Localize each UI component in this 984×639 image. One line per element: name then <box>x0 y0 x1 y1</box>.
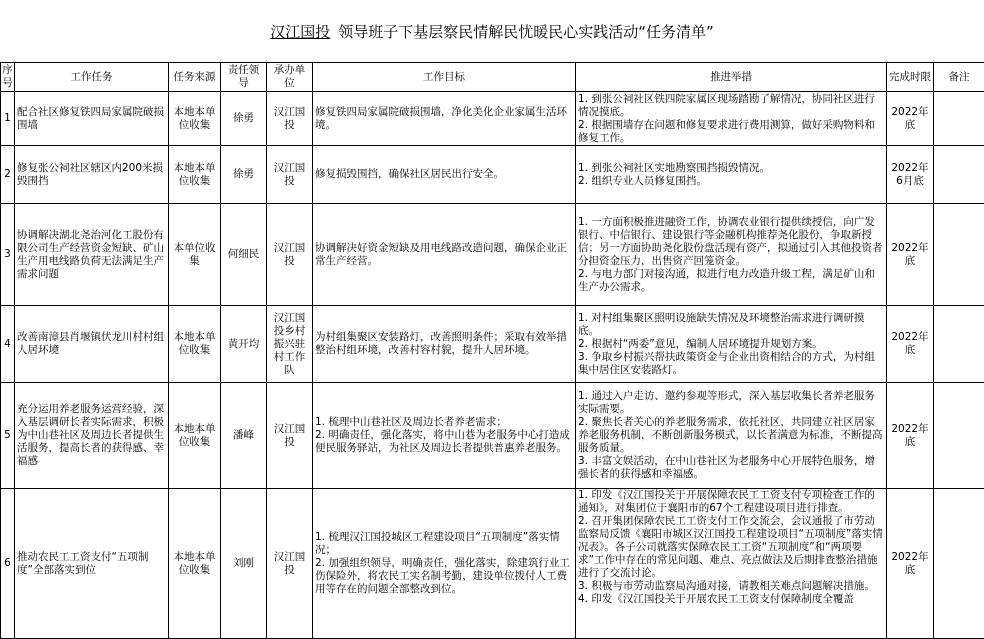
row-no: 5 <box>1 383 15 489</box>
row-no: 6 <box>1 489 15 639</box>
header-goal: 工作目标 <box>313 63 576 92</box>
table-row <box>1 489 984 639</box>
row-measures: 1. 到张公祠社区铁四院家属区现场踏勘了解情况，协同社区进行情况摸底。 2. 根据围墙存在问题和修复要求进行费用测算，做好采购物料和修复工作。 <box>576 92 887 146</box>
row-no: 1 <box>1 92 15 146</box>
row-note <box>934 146 984 204</box>
row-unit: 汉江国投 <box>267 146 313 204</box>
row-note <box>934 92 984 146</box>
row-measures: 1. 印发《汉江国投关于开展保障农民工工资支付专项检查工作的通知》，对集团位于襄阳市的67个工程建设项目进行排查。 2. 召开集团保障农民工工资支付工作交流会，会议通报了市劳动监察局反馈《襄阳市城区汉江国投工程建设项目“五项制度”落实情况表》。各子公司就落实保障农民工工资“五项制度”和“两项要求”工作中存在的常见问题、难点、亮点做法及后期排查整治措施进行了交流讨论。 3. 积极与市劳动监察局沟通对接，请教相关难点问题解决措施。 4. 印发《汉江国投关于开展农民工工资支付保障制度全覆盖 <box>576 489 887 639</box>
header-measures: 推进举措 <box>576 63 887 92</box>
row-leader: 潘峰 <box>221 383 267 489</box>
row-goal: 修复损毁围挡，确保社区居民出行安全。 <box>313 146 576 204</box>
row-deadline: 2022年底 <box>887 92 934 146</box>
page-title <box>0 22 984 42</box>
row-goal: 修复铁四局家属院破损围墙，净化美化企业家属生活环境。 <box>313 92 576 146</box>
row-deadline: 2022年6月底 <box>887 146 934 204</box>
row-measures: 1. 对村组集聚区照明设施缺失情况及环境整治需求进行调研摸底。 2. 根据村“两委”意见，编制人居环境提升规划方案。 3. 争取乡村振兴帮扶政策资金与企业出资相结合的方式，为村组集中居住区安装路灯。 <box>576 306 887 383</box>
row-unit: 汉江国投 <box>267 383 313 489</box>
row-measures: 1. 通过入户走访、邀约参观等形式，深入基层收集长者养老服务实际需要。 2. 聚焦长者关心的养老服务需求，依托社区，共同建立社区居家养老服务机制，不断创新服务模式，以长者满意为标准，不断提高服务质量。 3. 丰富文娱活动，在中山巷社区为老服务中心开展特色服务，增强长者的获得感和幸福感。 <box>576 383 887 489</box>
row-leader: 徐勇 <box>221 146 267 204</box>
row-source: 本地本单位收集 <box>169 146 221 204</box>
row-task: 配合社区修复铁四局家属院破损围墙 <box>15 92 169 146</box>
row-task: 充分运用养老服务运营经验，深入基层调研长者实际需求，积极为中山巷社区及周边长者提供生活服务，提高长者的获得感、幸福感 <box>15 383 169 489</box>
header-unit: 承办单位 <box>267 63 313 92</box>
row-measures: 1. 到张公祠社区实地勘察围挡损毁情况。 2. 组织专业人员修复围挡。 <box>576 146 887 204</box>
row-goal: 1. 梳理汉江国投城区工程建设项目“五项制度”落实情况； 2. 加强组织领导，明确责任，强化落实，除建筑行业工伤保险外，将农民工实名制考勤、建设单位拨付人工费用等存在的问题全部整改到位。 <box>313 489 576 639</box>
row-measures: 1. 一方面积极推进融资工作，协调农业银行提供续授信，向广发银行、中信银行、建设银行等金融机构推荐尧化股份，争取新授信；另一方面协助尧化股份盘活现有资产，拟通过引入其他投资者分担资金压力，出售资产回笼资金。 2. 与电力部门对接沟通，拟进行电力改造升级工程，满足矿山和生产办公需求。 <box>576 204 887 306</box>
row-no: 2 <box>1 146 15 204</box>
header-leader: 责任领导 <box>221 63 267 92</box>
header-note: 备注 <box>934 63 984 92</box>
row-source: 本地本单位收集 <box>169 306 221 383</box>
header-source: 任务来源 <box>169 63 221 92</box>
row-leader: 刘刚 <box>221 489 267 639</box>
row-note <box>934 306 984 383</box>
table-header <box>1 63 984 92</box>
title-text: 领导班子下基层察民情解民忧暖民心实践活动“任务清单” <box>338 23 714 41</box>
row-goal: 协调解决好资金短缺及用电线路改造问题，确保企业正常生产经营。 <box>313 204 576 306</box>
task-table <box>0 62 984 639</box>
row-unit: 汉江国投 <box>267 204 313 306</box>
row-task: 改善南漳县肖堰镇伏龙川村村组人居环境 <box>15 306 169 383</box>
row-deadline: 2022年底 <box>887 383 934 489</box>
row-source: 本单位收集 <box>169 204 221 306</box>
row-goal: 1. 梳理中山巷社区及周边长者养老需求； 2. 明确责任，强化落实，将中山巷为老服务中心打造成便民服务驿站，为社区及周边长者提供普惠养老服务。 <box>313 383 576 489</box>
row-task: 修复张公祠社区辖区内200米损毁围挡 <box>15 146 169 204</box>
org-name: 汉江国投 <box>270 23 330 41</box>
row-source: 本地本单位收集 <box>169 489 221 639</box>
row-note <box>934 383 984 489</box>
row-note <box>934 204 984 306</box>
table-row <box>1 92 984 146</box>
row-no: 4 <box>1 306 15 383</box>
row-deadline: 2022年底 <box>887 306 934 383</box>
row-deadline: 2022年底 <box>887 204 934 306</box>
header-deadline: 完成时限 <box>887 63 934 92</box>
table-row <box>1 146 984 204</box>
row-leader: 何细民 <box>221 204 267 306</box>
header-no: 序号 <box>1 63 15 92</box>
row-unit: 汉江国投 <box>267 92 313 146</box>
row-no: 3 <box>1 204 15 306</box>
row-unit: 汉江国投乡村振兴驻村工作队 <box>267 306 313 383</box>
table-row <box>1 383 984 489</box>
table-row <box>1 306 984 383</box>
row-task: 推动农民工工资支付“五项制度”全部落实到位 <box>15 489 169 639</box>
row-note <box>934 489 984 639</box>
table-row <box>1 204 984 306</box>
row-source: 本地本单位收集 <box>169 383 221 489</box>
row-goal: 为村组集聚区安装路灯，改善照明条件；采取有效举措整治村组环境，改善村容村貌，提升人居环境。 <box>313 306 576 383</box>
row-task: 协调解决湖北尧治河化工股份有限公司生产经营资金短缺、矿山生产用电线路负荷无法满足生产需求问题 <box>15 204 169 306</box>
row-source: 本地本单位收集 <box>169 92 221 146</box>
header-task: 工作任务 <box>15 63 169 92</box>
row-unit: 汉江国投 <box>267 489 313 639</box>
row-leader: 徐勇 <box>221 92 267 146</box>
row-leader: 黄开均 <box>221 306 267 383</box>
row-deadline: 2022年底 <box>887 489 934 639</box>
